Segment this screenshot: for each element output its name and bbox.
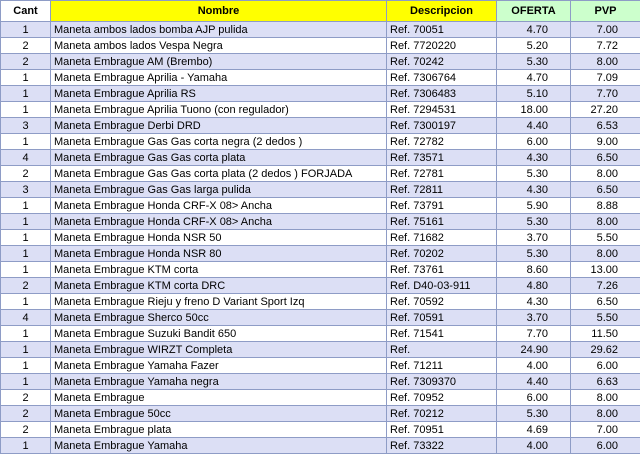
table-row — [1, 182, 640, 198]
cell-descripcion[interactable]: Ref. 70202 — [387, 246, 497, 262]
cell-oferta[interactable]: 7.70 — [497, 326, 571, 342]
header-pvp[interactable]: PVP — [571, 1, 640, 22]
cell-pvp[interactable]: 13.00 — [571, 262, 640, 278]
header-cant[interactable]: Cant — [1, 1, 51, 22]
cell-descripcion[interactable]: Ref. 71211 — [387, 358, 497, 374]
cell-pvp[interactable]: 5.50 — [571, 230, 640, 246]
cell-pvp[interactable]: 6.00 — [571, 438, 640, 454]
cell-descripcion[interactable]: Ref. 70591 — [387, 310, 497, 326]
cell-descripcion[interactable]: Ref. 70592 — [387, 294, 497, 310]
cell-oferta[interactable]: 8.60 — [497, 262, 571, 278]
cell-pvp[interactable]: 8.00 — [571, 390, 640, 406]
cell-pvp[interactable]: 7.00 — [571, 22, 640, 38]
cell-cant[interactable]: 1 — [1, 214, 51, 230]
cell-pvp[interactable]: 6.50 — [571, 182, 640, 198]
cell-nombre[interactable]: Maneta Embrague Aprilia Tuono (con regulador) — [51, 102, 387, 118]
cell-pvp[interactable]: 9.00 — [571, 134, 640, 150]
cell-cant[interactable]: 2 — [1, 422, 51, 438]
cell-oferta[interactable]: 4.30 — [497, 294, 571, 310]
cell-descripcion[interactable]: Ref. 73761 — [387, 262, 497, 278]
cell-cant[interactable]: 3 — [1, 118, 51, 134]
cell-oferta[interactable]: 24.90 — [497, 342, 571, 358]
cell-nombre[interactable]: Maneta Embrague Aprilia - Yamaha — [51, 70, 387, 86]
table-row — [1, 390, 640, 406]
cell-nombre[interactable]: Maneta Embrague WIRZT Completa — [51, 342, 387, 358]
cell-cant[interactable]: 3 — [1, 182, 51, 198]
header-oferta[interactable]: OFERTA — [497, 1, 571, 22]
cell-nombre[interactable]: Maneta Embrague Sherco 50cc — [51, 310, 387, 326]
cell-nombre[interactable]: Maneta Embrague Honda NSR 50 — [51, 230, 387, 246]
cell-descripcion[interactable]: Ref. 73322 — [387, 438, 497, 454]
cell-oferta[interactable]: 4.30 — [497, 150, 571, 166]
table-row — [1, 438, 640, 454]
cell-pvp[interactable]: 7.00 — [571, 422, 640, 438]
cell-descripcion[interactable]: Ref. 70242 — [387, 54, 497, 70]
cell-oferta[interactable]: 5.20 — [497, 38, 571, 54]
cell-descripcion[interactable]: Ref. D40-03-911 — [387, 278, 497, 294]
cell-nombre[interactable]: Maneta Embrague AM (Brembo) — [51, 54, 387, 70]
cell-descripcion[interactable]: Ref. 71541 — [387, 326, 497, 342]
table-row — [1, 310, 640, 326]
cell-pvp[interactable]: 8.00 — [571, 166, 640, 182]
table-row — [1, 374, 640, 390]
cell-descripcion[interactable]: Ref. 7306483 — [387, 86, 497, 102]
table-row — [1, 326, 640, 342]
cell-oferta[interactable]: 4.69 — [497, 422, 571, 438]
table-row — [1, 54, 640, 70]
cell-cant[interactable]: 2 — [1, 54, 51, 70]
table-row — [1, 406, 640, 422]
cell-pvp[interactable]: 7.26 — [571, 278, 640, 294]
cell-cant[interactable]: 1 — [1, 342, 51, 358]
table-row — [1, 150, 640, 166]
table-row — [1, 278, 640, 294]
cell-oferta[interactable]: 4.00 — [497, 438, 571, 454]
table-row — [1, 134, 640, 150]
table-row — [1, 214, 640, 230]
table-row — [1, 294, 640, 310]
cell-nombre[interactable]: Maneta Embrague Honda CRF-X 08> Ancha — [51, 214, 387, 230]
cell-cant[interactable]: 2 — [1, 390, 51, 406]
cell-cant[interactable]: 2 — [1, 166, 51, 182]
cell-cant[interactable]: 1 — [1, 230, 51, 246]
table-row — [1, 246, 640, 262]
cell-oferta[interactable]: 6.00 — [497, 134, 571, 150]
cell-oferta[interactable]: 4.70 — [497, 22, 571, 38]
cell-descripcion[interactable]: Ref. 7309370 — [387, 374, 497, 390]
cell-descripcion[interactable]: Ref. 71682 — [387, 230, 497, 246]
cell-cant[interactable]: 1 — [1, 198, 51, 214]
cell-pvp[interactable]: 8.00 — [571, 54, 640, 70]
cell-descripcion[interactable]: Ref. 7720220 — [387, 38, 497, 54]
cell-descripcion[interactable]: Ref. 75161 — [387, 214, 497, 230]
cell-descripcion[interactable]: Ref. 7294531 — [387, 102, 497, 118]
table-row — [1, 230, 640, 246]
cell-descripcion[interactable]: Ref. 72782 — [387, 134, 497, 150]
cell-nombre[interactable]: Maneta ambos lados bomba AJP pulida — [51, 22, 387, 38]
cell-oferta[interactable]: 4.40 — [497, 374, 571, 390]
cell-nombre[interactable]: Maneta Embrague plata — [51, 422, 387, 438]
table-row — [1, 70, 640, 86]
cell-descripcion[interactable]: Ref. — [387, 342, 497, 358]
cell-pvp[interactable]: 8.00 — [571, 246, 640, 262]
cell-cant[interactable]: 1 — [1, 70, 51, 86]
cell-oferta[interactable]: 6.00 — [497, 390, 571, 406]
cell-oferta[interactable]: 3.70 — [497, 310, 571, 326]
cell-nombre[interactable]: Maneta Embrague Aprilia RS — [51, 86, 387, 102]
cell-nombre[interactable]: Maneta Embrague KTM corta — [51, 262, 387, 278]
cell-pvp[interactable]: 6.50 — [571, 150, 640, 166]
cell-nombre[interactable]: Maneta Embrague Yamaha Fazer — [51, 358, 387, 374]
cell-nombre[interactable]: Maneta Embrague KTM corta DRC — [51, 278, 387, 294]
cell-nombre[interactable]: Maneta Embrague Yamaha negra — [51, 374, 387, 390]
table-row — [1, 38, 640, 54]
table-row — [1, 118, 640, 134]
cell-pvp[interactable]: 8.00 — [571, 214, 640, 230]
cell-pvp[interactable]: 29.62 — [571, 342, 640, 358]
cell-pvp[interactable]: 27.20 — [571, 102, 640, 118]
table-row — [1, 342, 640, 358]
cell-oferta[interactable]: 4.40 — [497, 118, 571, 134]
cell-cant[interactable]: 1 — [1, 246, 51, 262]
cell-cant[interactable]: 1 — [1, 438, 51, 454]
cell-nombre[interactable]: Maneta Embrague Gas Gas corta plata — [51, 150, 387, 166]
cell-descripcion[interactable]: Ref. 73571 — [387, 150, 497, 166]
cell-oferta[interactable]: 5.30 — [497, 246, 571, 262]
cell-pvp[interactable]: 6.53 — [571, 118, 640, 134]
cell-nombre[interactable]: Maneta Embrague Yamaha — [51, 438, 387, 454]
cell-nombre[interactable]: Maneta ambos lados Vespa Negra — [51, 38, 387, 54]
table-row — [1, 262, 640, 278]
cell-pvp[interactable]: 6.00 — [571, 358, 640, 374]
table-row — [1, 358, 640, 374]
cell-pvp[interactable]: 5.50 — [571, 310, 640, 326]
cell-pvp[interactable]: 8.00 — [571, 406, 640, 422]
cell-pvp[interactable]: 6.63 — [571, 374, 640, 390]
cell-pvp[interactable]: 7.70 — [571, 86, 640, 102]
header-nombre[interactable]: Nombre — [51, 1, 387, 22]
cell-nombre[interactable]: Maneta Embrague Honda CRF-X 08> Ancha — [51, 198, 387, 214]
cell-descripcion[interactable]: Ref. 7306764 — [387, 70, 497, 86]
cell-descripcion[interactable]: Ref. 7300197 — [387, 118, 497, 134]
cell-oferta[interactable]: 3.70 — [497, 230, 571, 246]
cell-cant[interactable]: 1 — [1, 374, 51, 390]
cell-oferta[interactable]: 5.30 — [497, 166, 571, 182]
cell-nombre[interactable]: Maneta Embrague Gas Gas corta negra (2 dedos ) — [51, 134, 387, 150]
cell-pvp[interactable]: 7.09 — [571, 70, 640, 86]
cell-nombre[interactable]: Maneta Embrague Rieju y freno D Variant Sport Izq — [51, 294, 387, 310]
cell-nombre[interactable]: Maneta Embrague Honda NSR 80 — [51, 246, 387, 262]
header-row — [1, 1, 640, 22]
cell-descripcion[interactable]: Ref. 73791 — [387, 198, 497, 214]
cell-oferta[interactable]: 4.70 — [497, 70, 571, 86]
cell-pvp[interactable]: 6.50 — [571, 294, 640, 310]
cell-nombre[interactable]: Maneta Embrague Gas Gas larga pulida — [51, 182, 387, 198]
cell-oferta[interactable]: 4.30 — [497, 182, 571, 198]
table-row — [1, 198, 640, 214]
cell-oferta[interactable]: 5.30 — [497, 214, 571, 230]
cell-cant[interactable]: 4 — [1, 310, 51, 326]
table-row — [1, 422, 640, 438]
cell-oferta[interactable]: 5.30 — [497, 54, 571, 70]
cell-oferta[interactable]: 5.30 — [497, 406, 571, 422]
cell-descripcion[interactable]: Ref. 70951 — [387, 422, 497, 438]
cell-cant[interactable]: 1 — [1, 262, 51, 278]
cell-nombre[interactable]: Maneta Embrague — [51, 390, 387, 406]
cell-cant[interactable]: 1 — [1, 358, 51, 374]
cell-descripcion[interactable]: Ref. 70051 — [387, 22, 497, 38]
cell-nombre[interactable]: Maneta Embrague Derbi DRD — [51, 118, 387, 134]
cell-nombre[interactable]: Maneta Embrague Suzuki Bandit 650 — [51, 326, 387, 342]
cell-oferta[interactable]: 18.00 — [497, 102, 571, 118]
table-row — [1, 86, 640, 102]
cell-cant[interactable]: 4 — [1, 150, 51, 166]
cell-oferta[interactable]: 4.80 — [497, 278, 571, 294]
cell-nombre[interactable]: Maneta Embrague Gas Gas corta plata (2 dedos ) FORJADA — [51, 166, 387, 182]
cell-cant[interactable]: 1 — [1, 294, 51, 310]
cell-cant[interactable]: 2 — [1, 38, 51, 54]
cell-descripcion[interactable]: Ref. 70212 — [387, 406, 497, 422]
table-row — [1, 166, 640, 182]
cell-descripcion[interactable]: Ref. 72781 — [387, 166, 497, 182]
cell-cant[interactable]: 2 — [1, 278, 51, 294]
table-row — [1, 102, 640, 118]
cell-oferta[interactable]: 5.10 — [497, 86, 571, 102]
cell-pvp[interactable]: 7.72 — [571, 38, 640, 54]
cell-cant[interactable]: 2 — [1, 406, 51, 422]
cell-cant[interactable]: 1 — [1, 102, 51, 118]
cell-oferta[interactable]: 4.00 — [497, 358, 571, 374]
cell-cant[interactable]: 1 — [1, 86, 51, 102]
cell-pvp[interactable]: 11.50 — [571, 326, 640, 342]
table-row — [1, 22, 640, 38]
cell-descripcion[interactable]: Ref. 70952 — [387, 390, 497, 406]
cell-descripcion[interactable]: Ref. 72811 — [387, 182, 497, 198]
cell-cant[interactable]: 1 — [1, 326, 51, 342]
header-descripcion[interactable]: Descripcion — [387, 1, 497, 22]
cell-cant[interactable]: 1 — [1, 22, 51, 38]
cell-nombre[interactable]: Maneta Embrague 50cc — [51, 406, 387, 422]
cell-cant[interactable]: 1 — [1, 134, 51, 150]
cell-oferta[interactable]: 5.90 — [497, 198, 571, 214]
cell-pvp[interactable]: 8.88 — [571, 198, 640, 214]
